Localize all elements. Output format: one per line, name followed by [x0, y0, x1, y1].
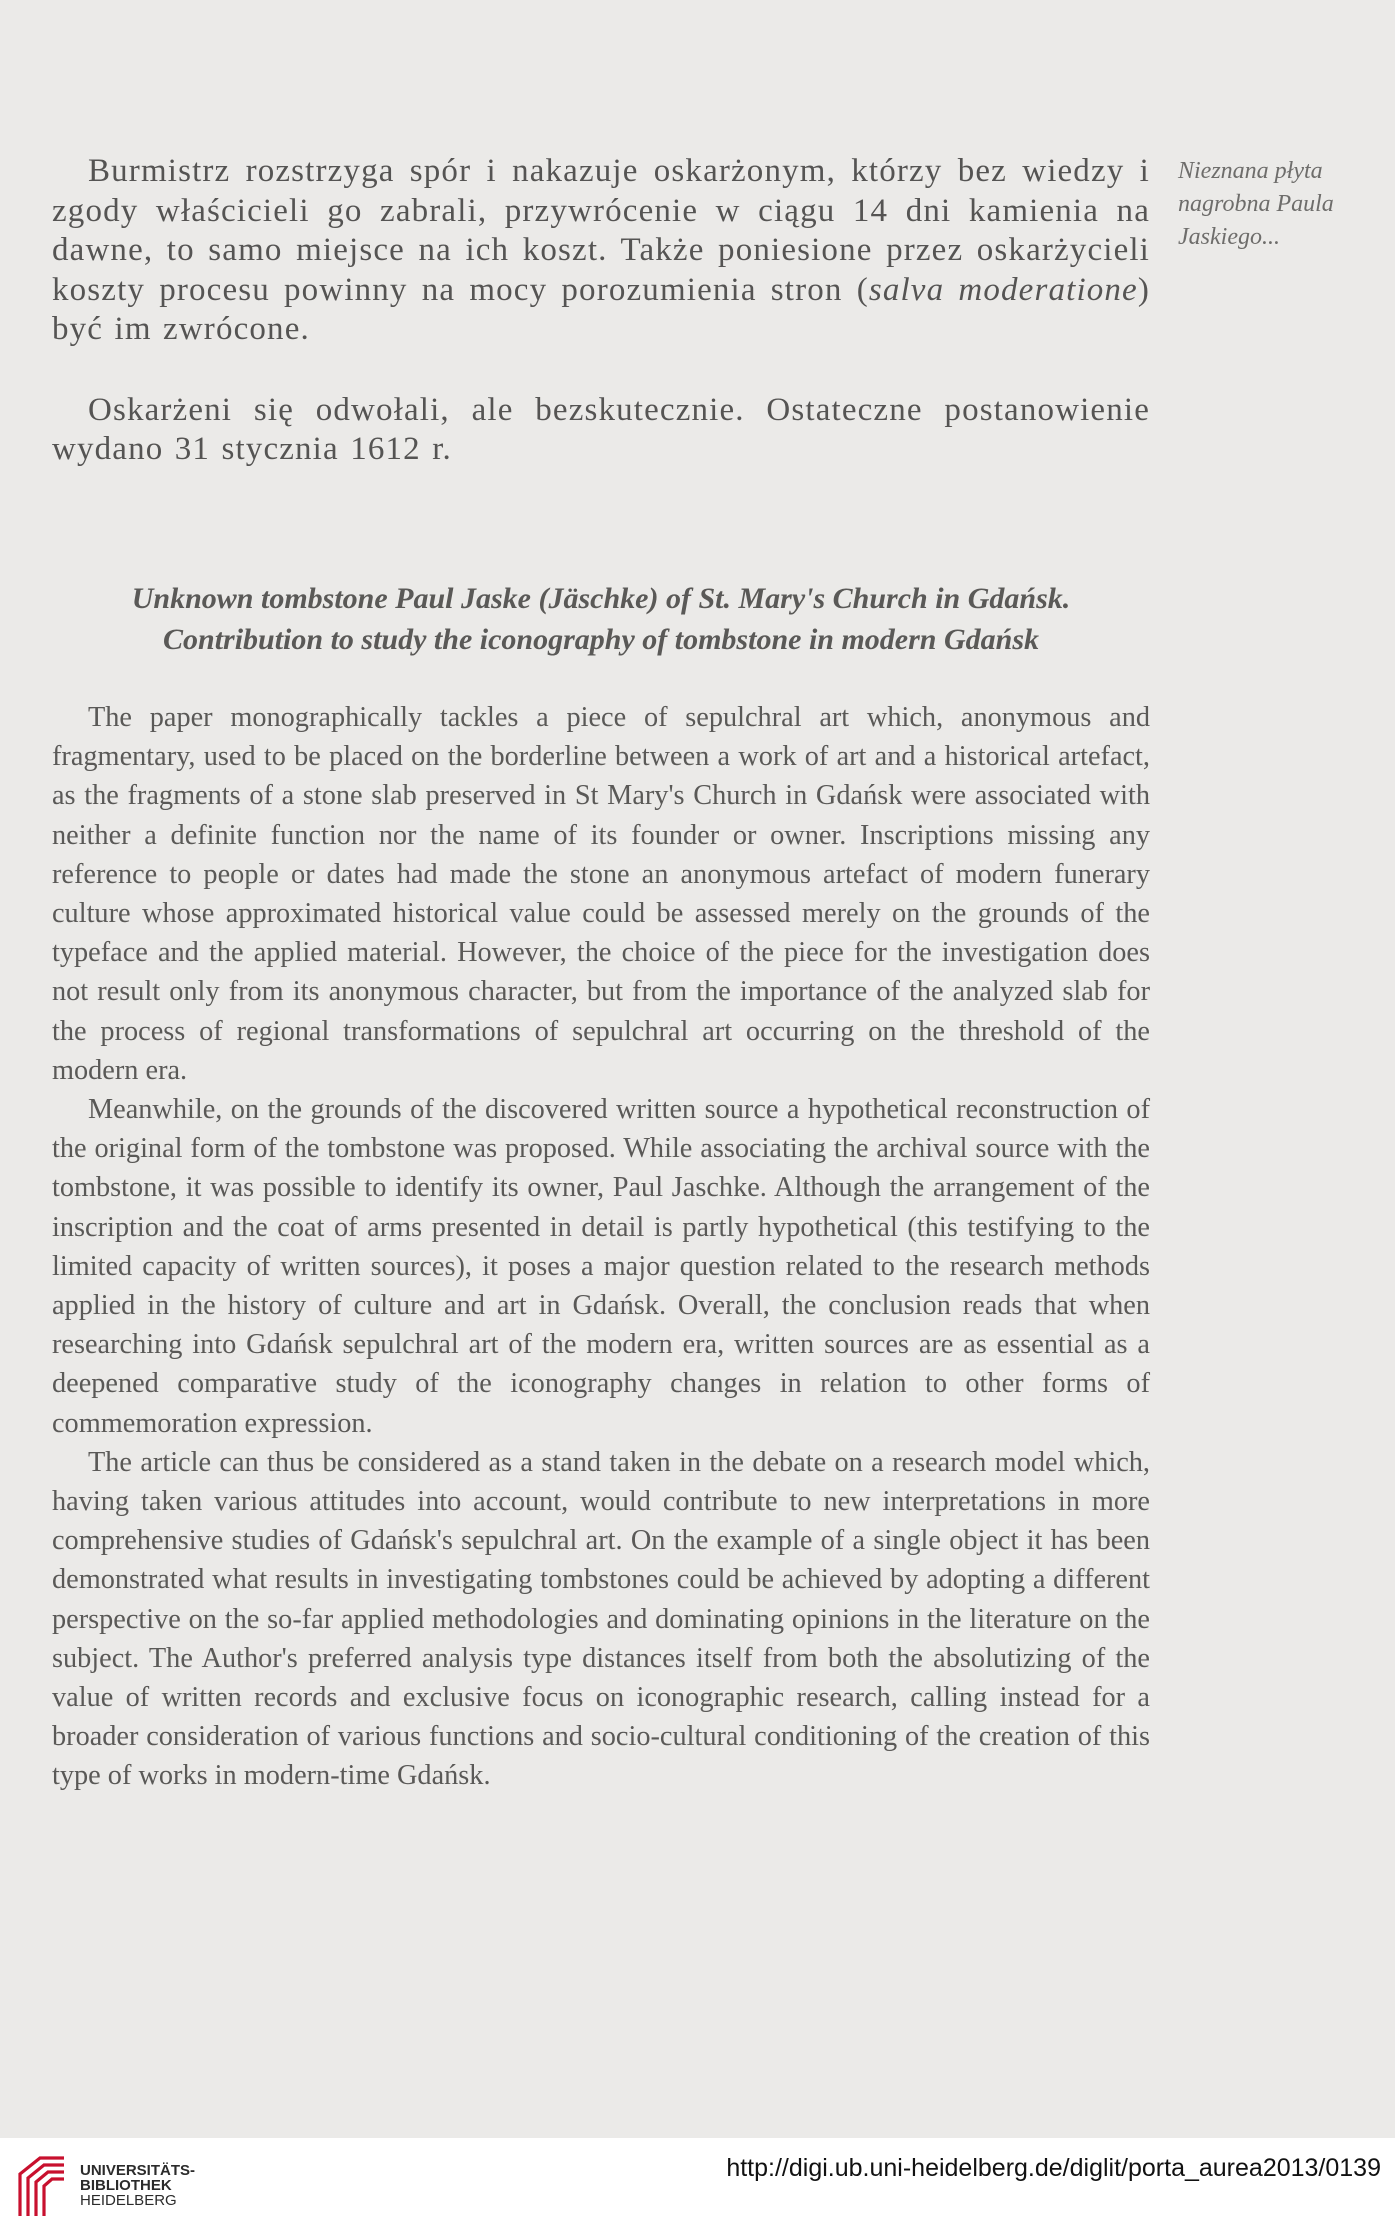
margin-note-line: nagrobna Paula [1178, 191, 1334, 217]
summary-paragraph: Meanwhile, on the grounds of the discovered written source a hypothetical reconstruction of the original form of the tombstone was proposed. While associating the archival source with the tombstone, it was possible to identify its owner, Paul Jaschke. Although the arrangement of the inscription and the coat of arms presented in detail is partly hypothetical (this testifying to the limited capacity of written sources), it poses a major question related to the research methods applied in the history of culture and art in Gdańsk. Overall, the conclusion reads that when researching into Gdańsk sepulchral art of the modern era, written sources are as essential as a deepened comparative study of the iconography changes in relation to other forms of commemoration expression. [52, 1094, 1150, 1439]
summary-body [52, 698, 1150, 1796]
summary-paragraph: The article can thus be considered as a stand taken in the debate on a research model which, having taken various attitudes into account, would contribute to new interpretations in more comprehensive studies of Gdańsk's sepulchral art. On the example of a single object it has been demonstrated what results in investigating tombstones could be achieved by adopting a different perspective on the so-far applied methodologies and dominating opinions in the literature on the subject. The Author's preferred analysis type distances itself from both the absolutizing of the value of written records and exclusive focus on iconographic research, calling instead for a broader consideration of various functions and socio-cultural conditioning of the creation of this type of works in modern-time Gdańsk. [52, 1446, 1150, 1792]
digitization-footer [0, 2138, 1395, 2239]
library-name-line: HEIDELBERG [80, 2192, 177, 2209]
summary-title-line-2: Contribution to study the iconography of tombstone in modern Gdańsk [163, 623, 1039, 656]
running-margin-note [1178, 155, 1378, 254]
summary-title [52, 578, 1150, 660]
library-name [80, 2163, 195, 2208]
library-name-line: UNIVERSITÄTS- [80, 2162, 196, 2179]
latin-phrase: salva moderatione [868, 271, 1138, 308]
summary-paragraph: The paper monographically tackles a piece of sepulchral art which, anonymous and fragmentary, used to be placed on the borderline between a work of art and a historical artefact, as the fragments of a stone slab preserved in St Mary's Church in Gdańsk were associated with neither a definite function nor the name of its founder or owner. Inscriptions missing any reference to people or dates had made the stone an anonymous artefact of modern funerary culture whose approximated historical value could be assessed merely on the grounds of the typeface and the applied material. However, the choice of the piece for the investigation does not result only from its anonymous character, but from the importance of the analyzed slab for the process of regional transformations of sepulchral art occurring on the threshold of the modern era. [52, 702, 1150, 1086]
polish-text-block [52, 152, 1150, 470]
polish-paragraph-1 [52, 152, 1150, 350]
polish-paragraph-1-end: ) być im zwrócone. [52, 271, 1150, 347]
ub-heidelberg-logo-icon [14, 2152, 70, 2222]
polish-paragraph-2: Oskarżeni się odwołali, ale bezskutecznie. Ostateczne postanowienie wydano 31 stycznia 1612 r. [52, 391, 1150, 467]
source-url[interactable]: http://digi.ub.uni-heidelberg.de/diglit/porta_aurea2013/0139 [726, 2154, 1381, 2182]
margin-note-line: Nieznana płyta [1178, 158, 1323, 184]
summary-title-line-1: Unknown tombstone Paul Jaske (Jäschke) of St. Mary's Church in Gdańsk. [131, 582, 1071, 615]
margin-note-line: Jaskiego... [1178, 224, 1280, 250]
polish-paragraph-1-text: Burmistrz rozstrzyga spór i nakazuje oskarżonym, którzy bez wiedzy i zgody właścicieli go zabrali, przywrócenie w ciągu 14 dni kamienia na dawne, to samo miejsce na ich koszt. Także poniesione przez oskarżycieli koszty procesu powinny na mocy porozumienia stron ( [52, 153, 1150, 308]
library-name-line: BIBLIOTHEK [80, 2177, 172, 2194]
